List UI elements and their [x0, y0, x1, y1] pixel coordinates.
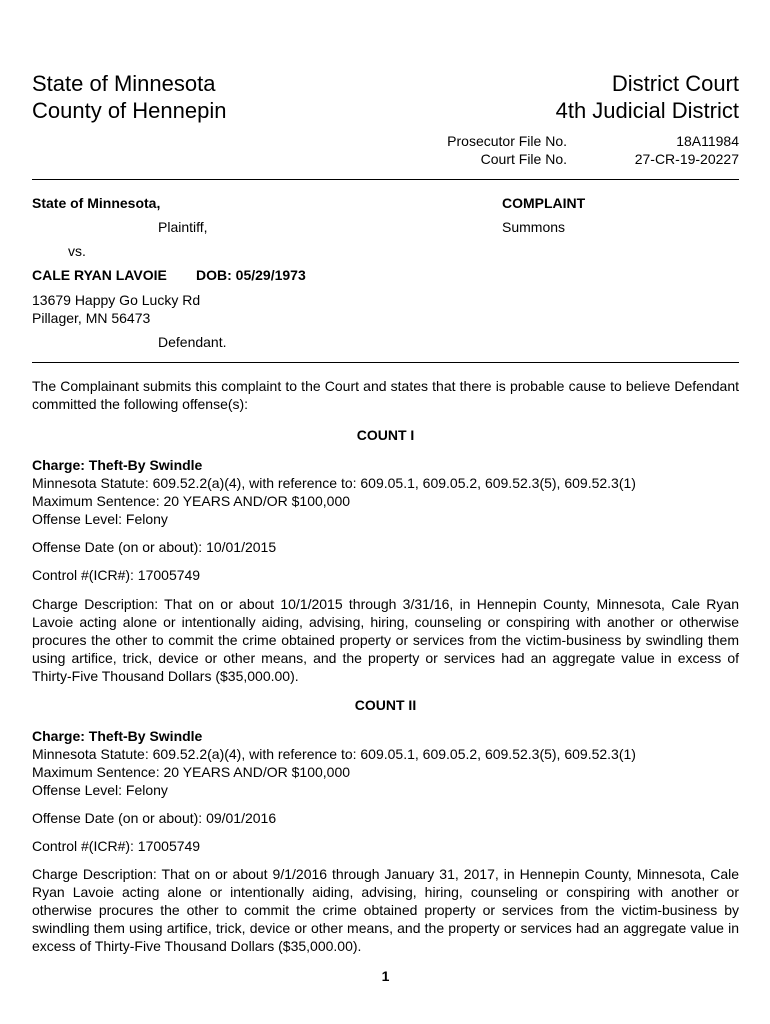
plaintiff-name: State of Minnesota,	[32, 195, 161, 211]
offense-level: Offense Level: Felony	[32, 782, 168, 798]
charge-name: Charge: Theft-By Swindle	[32, 728, 203, 744]
district-title: 4th Judicial District	[555, 98, 739, 123]
charge-description: Charge Description: That on or about 10/1/2015 through 3/31/16, in Hennepin County, Minnesota, Cale Ryan Lavoie acting alone or intentionally aiding, advising, hiring, counseling or conspiring with another or otherwise procures the other to commit the crime obtained property or services from the victim-business by swindling them using artifice, trick, device or other means, and the property or services had an aggregate value in excess of Thirty-Five Thousand Dollars ($35,000.00).	[32, 596, 739, 684]
count-heading: COUNT I	[356, 427, 415, 443]
court-file-number: 27-CR-19-20227	[634, 151, 739, 167]
defendant-role: Defendant.	[158, 334, 227, 350]
control-number: Control #(ICR#): 17005749	[32, 567, 201, 583]
charge-name: Charge: Theft-By Swindle	[32, 457, 203, 473]
statute: Minnesota Statute: 609.52.2(a)(4), with reference to: 609.05.1, 609.05.2, 609.52.3(5), 609.52.3(1)	[32, 746, 636, 762]
offense-date: Offense Date (on or about): 10/01/2015	[32, 539, 277, 555]
document-type: COMPLAINT	[502, 195, 586, 211]
count-heading: COUNT II	[354, 697, 417, 713]
control-number: Control #(ICR#): 17005749	[32, 838, 201, 854]
page-number: 1	[381, 968, 390, 984]
defendant-name: CALE RYAN LAVOIE	[32, 267, 167, 283]
defendant-address-line1: 13679 Happy Go Lucky Rd	[32, 292, 201, 308]
caption-divider	[32, 362, 739, 363]
versus-label: vs.	[68, 243, 86, 259]
plaintiff-role: Plaintiff,	[158, 219, 208, 235]
charge-description: Charge Description: That on or about 9/1/2016 through January 31, 2017, in Hennepin County, Minnesota, Cale Ryan Lavoie acting alone or intentionally aiding, advising, hiring, counseling or conspiring with another or otherwise procures the other to commit the crime obtained property or services from the victim-business by swindling them using artifice, trick, device or other means, and the property or services had an aggregate value in excess of Thirty-Five Thousand Dollars ($35,000.00).	[32, 866, 739, 954]
intro-paragraph: The Complainant submits this complaint to the Court and states that there is probable cause to believe Defendant committed the following offense(s):	[32, 378, 739, 412]
defendant-dob: DOB: 05/29/1973	[196, 267, 306, 283]
header-divider	[32, 179, 739, 180]
max-sentence: Maximum Sentence: 20 YEARS AND/OR $100,000	[32, 493, 351, 509]
document-subtype: Summons	[502, 219, 566, 235]
state-title: State of Minnesota	[32, 71, 216, 96]
offense-level: Offense Level: Felony	[32, 511, 168, 527]
prosecutor-file-number: 18A11984	[676, 133, 739, 149]
court-file-label: Court File No.	[480, 151, 567, 167]
county-title: County of Hennepin	[32, 98, 227, 123]
prosecutor-file-label: Prosecutor File No.	[447, 133, 567, 149]
statute: Minnesota Statute: 609.52.2(a)(4), with reference to: 609.05.1, 609.05.2, 609.52.3(5), 609.52.3(1)	[32, 475, 636, 491]
max-sentence: Maximum Sentence: 20 YEARS AND/OR $100,000	[32, 764, 351, 780]
defendant-address-line2: Pillager, MN 56473	[32, 310, 151, 326]
offense-date: Offense Date (on or about): 09/01/2016	[32, 810, 277, 826]
court-title: District Court	[611, 71, 739, 96]
